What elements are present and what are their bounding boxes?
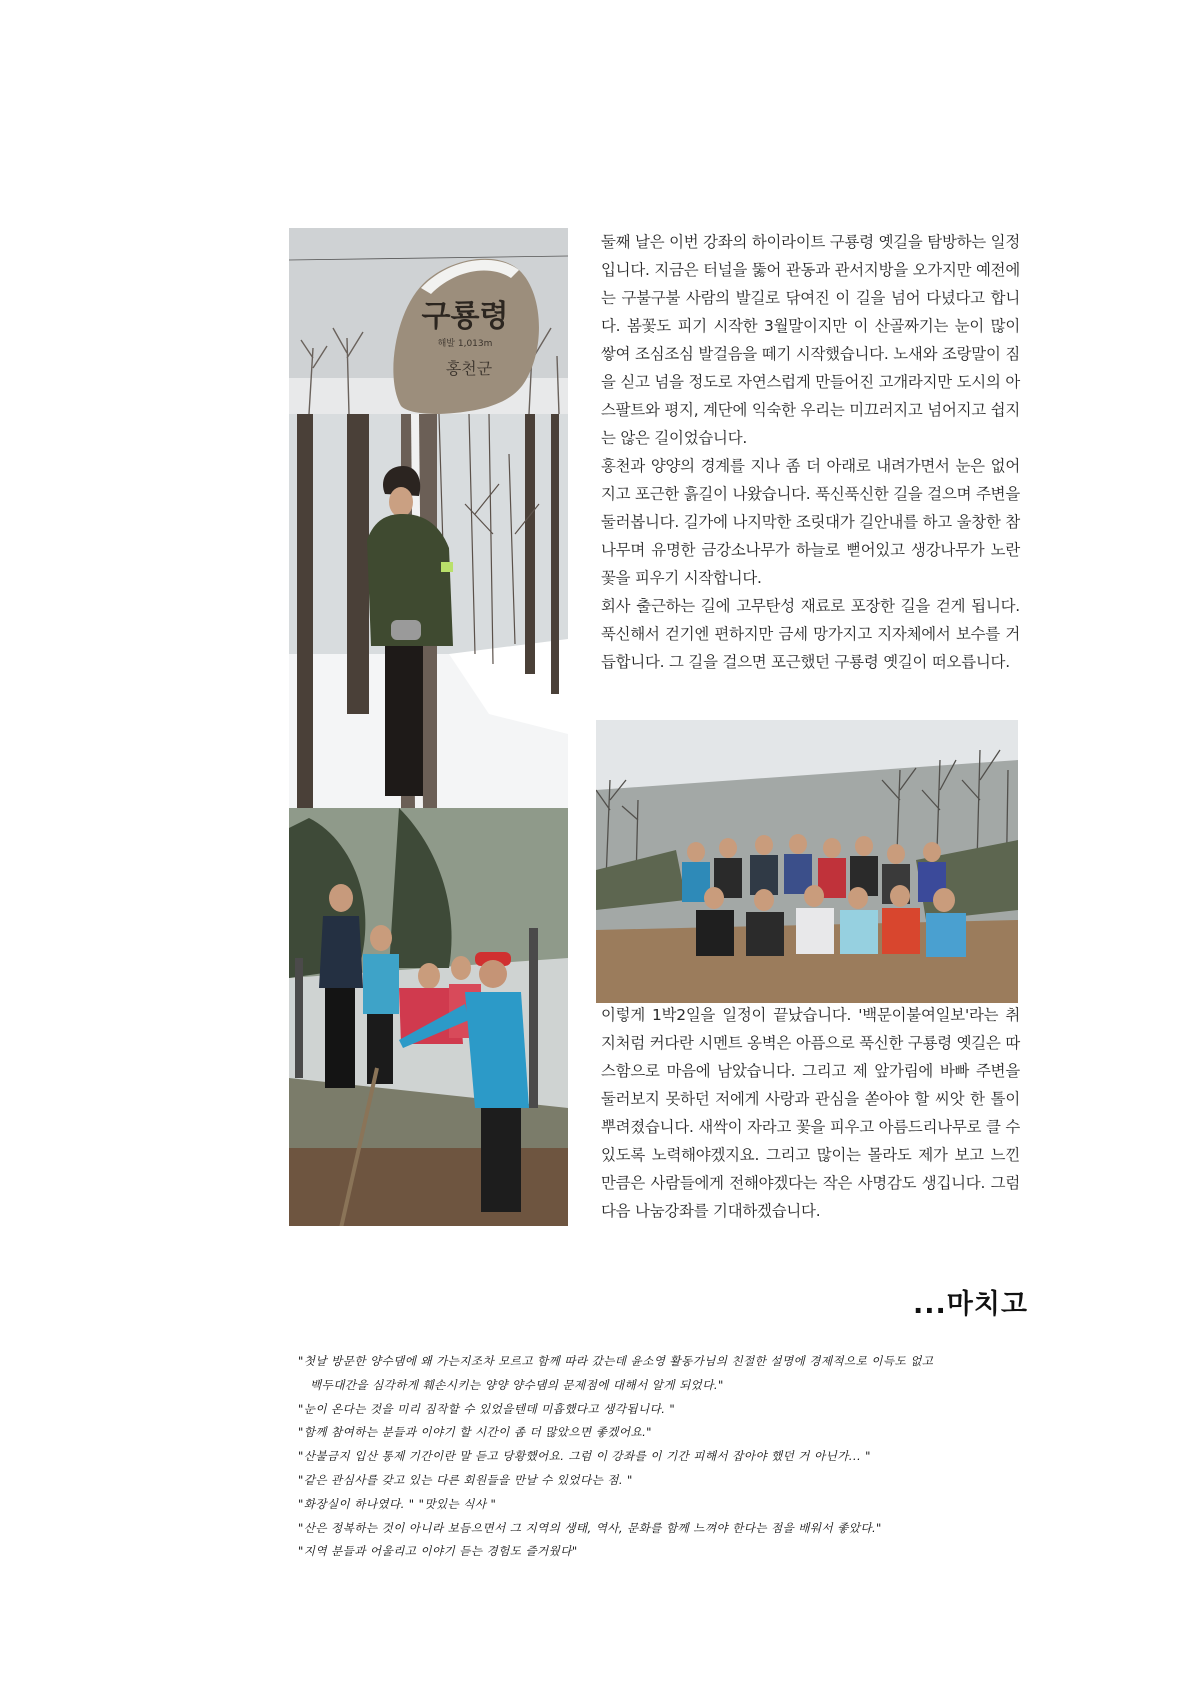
- section-heading-closing: ...마치고: [912, 1289, 1028, 1320]
- comment-line: "같은 관심사를 갖고 있는 다른 회원들을 만날 수 있었다는 점. ": [298, 1472, 633, 1487]
- comment-line: "산은 정복하는 것이 아니라 보듬으면서 그 지역의 생태, 역사, 문화를 함께 느껴야 한다는 점을 배워서 좋았다.": [298, 1520, 882, 1535]
- stone-subtext: 해발 1,013m: [437, 339, 493, 349]
- comment-line: "눈이 온다는 것을 미리 짐작할 수 있었을텐데 미흡했다고 생각됩니다. ": [298, 1401, 676, 1416]
- participant-comments: [298, 1350, 1038, 1564]
- stone-subtext-2: 홍천군: [445, 359, 493, 378]
- photo-gurongnyeong-stone: [289, 228, 568, 414]
- comment-line: "첫날 방문한 양수댐에 왜 가는지조차 모르고 함께 따라 갔는데 윤소영 활동가님의 친절한 설명에 경제적으로 이득도 없고: [298, 1354, 934, 1368]
- comment-line: "지역 분들과 어울리고 이야기 듣는 경험도 즐거웠다": [298, 1544, 578, 1559]
- comment-line: 백두대간을 심각하게 훼손시키는 양양 양수댐의 문제점에 대해서 알게 되었다.": [310, 1377, 724, 1392]
- photo-group-summit: [596, 720, 1018, 1003]
- closing-paragraph: 이렇게 1박2일을 일정이 끝났습니다. '백문이불여일보'라는 취지처럼 커다란 시멘트 옹벽은 아픔으로 푹신한 구룡령 옛길은 따스함으로 마음에 남았습니다. 그리고 제 앞가림에 바빠 주변을 둘러보지 못하던 저에게 사랑과 관심을 쏟아야 할 씨앗 한 톨이 뿌려졌습니다. 새싹이 자라고 꽃을 피우고 아름드리나무로 클 수 있도록 노력해야겠지요. 그리고 많이는 몰라도 제가 보고 느낀 만큼은 사람들에게 전해야겠다는 작은 사명감도 생깁니다. 그럼 다음 나눔강좌를 기대하겠습니다.: [601, 1006, 1020, 1220]
- stone-label: 구룡령: [421, 299, 509, 334]
- photo-hiker-snow-forest: [289, 414, 568, 808]
- photo-guide-group-forest: [289, 808, 568, 1226]
- body-paragraph-1: 둘째 날은 이번 강좌의 하이라이트 구룡령 옛길을 탐방하는 일정입니다. 지금은 터널을 뚫어 관동과 관서지방을 오가지만 예전에는 구불구불 사람의 발길로 닦여진 이 길을 넘어 다녔다고 합니다. 봄꽃도 피기 시작한 3월말이지만 이 산골짜기는 눈이 많이 쌓여 조심조심 발걸음을 떼기 시작했습니다. 노새와 조랑말이 짐을 싣고 넘을 정도로 자연스럽게 만들어진 고개라지만 도시의 아스팔트와 평지, 계단에 익숙한 우리는 미끄러지고 넘어지고 쉽지는 않은 길이었습니다.: [601, 233, 1020, 447]
- comment-line: "함께 참여하는 분들과 이야기 할 시간이 좀 더 많았으면 좋겠어요.": [298, 1425, 652, 1440]
- comment-line: "화장실이 하나였다. " "맛있는 식사 ": [298, 1496, 497, 1511]
- closing-paragraph-block: [601, 1001, 1020, 1225]
- body-paragraph-2: 홍천과 양양의 경계를 지나 좀 더 아래로 내려가면서 눈은 없어지고 포근한 흙길이 나왔습니다. 푹신푹신한 길을 걸으며 주변을 둘러봅니다. 길가에 나지막한 조릿대가 길안내를 하고 울창한 참나무며 유명한 금강소나무가 하늘로 뻗어있고 생강나무가 노란 꽃을 피우기 시작합니다.: [601, 457, 1020, 587]
- article-body: [601, 228, 1020, 676]
- body-paragraph-3: 회사 출근하는 길에 고무탄성 재료로 포장한 길을 걷게 됩니다. 푹신해서 걷기엔 편하지만 금세 망가지고 지자체에서 보수를 거듭합니다. 그 길을 걸으면 포근했던 구룡령 옛길이 떠오릅니다.: [601, 597, 1020, 671]
- comment-line: "산불금지 입산 통제 기간이란 말 듣고 당황했어요. 그럼 이 강좌를 이 기간 피해서 잡아야 했던 거 아닌가... ": [298, 1449, 871, 1464]
